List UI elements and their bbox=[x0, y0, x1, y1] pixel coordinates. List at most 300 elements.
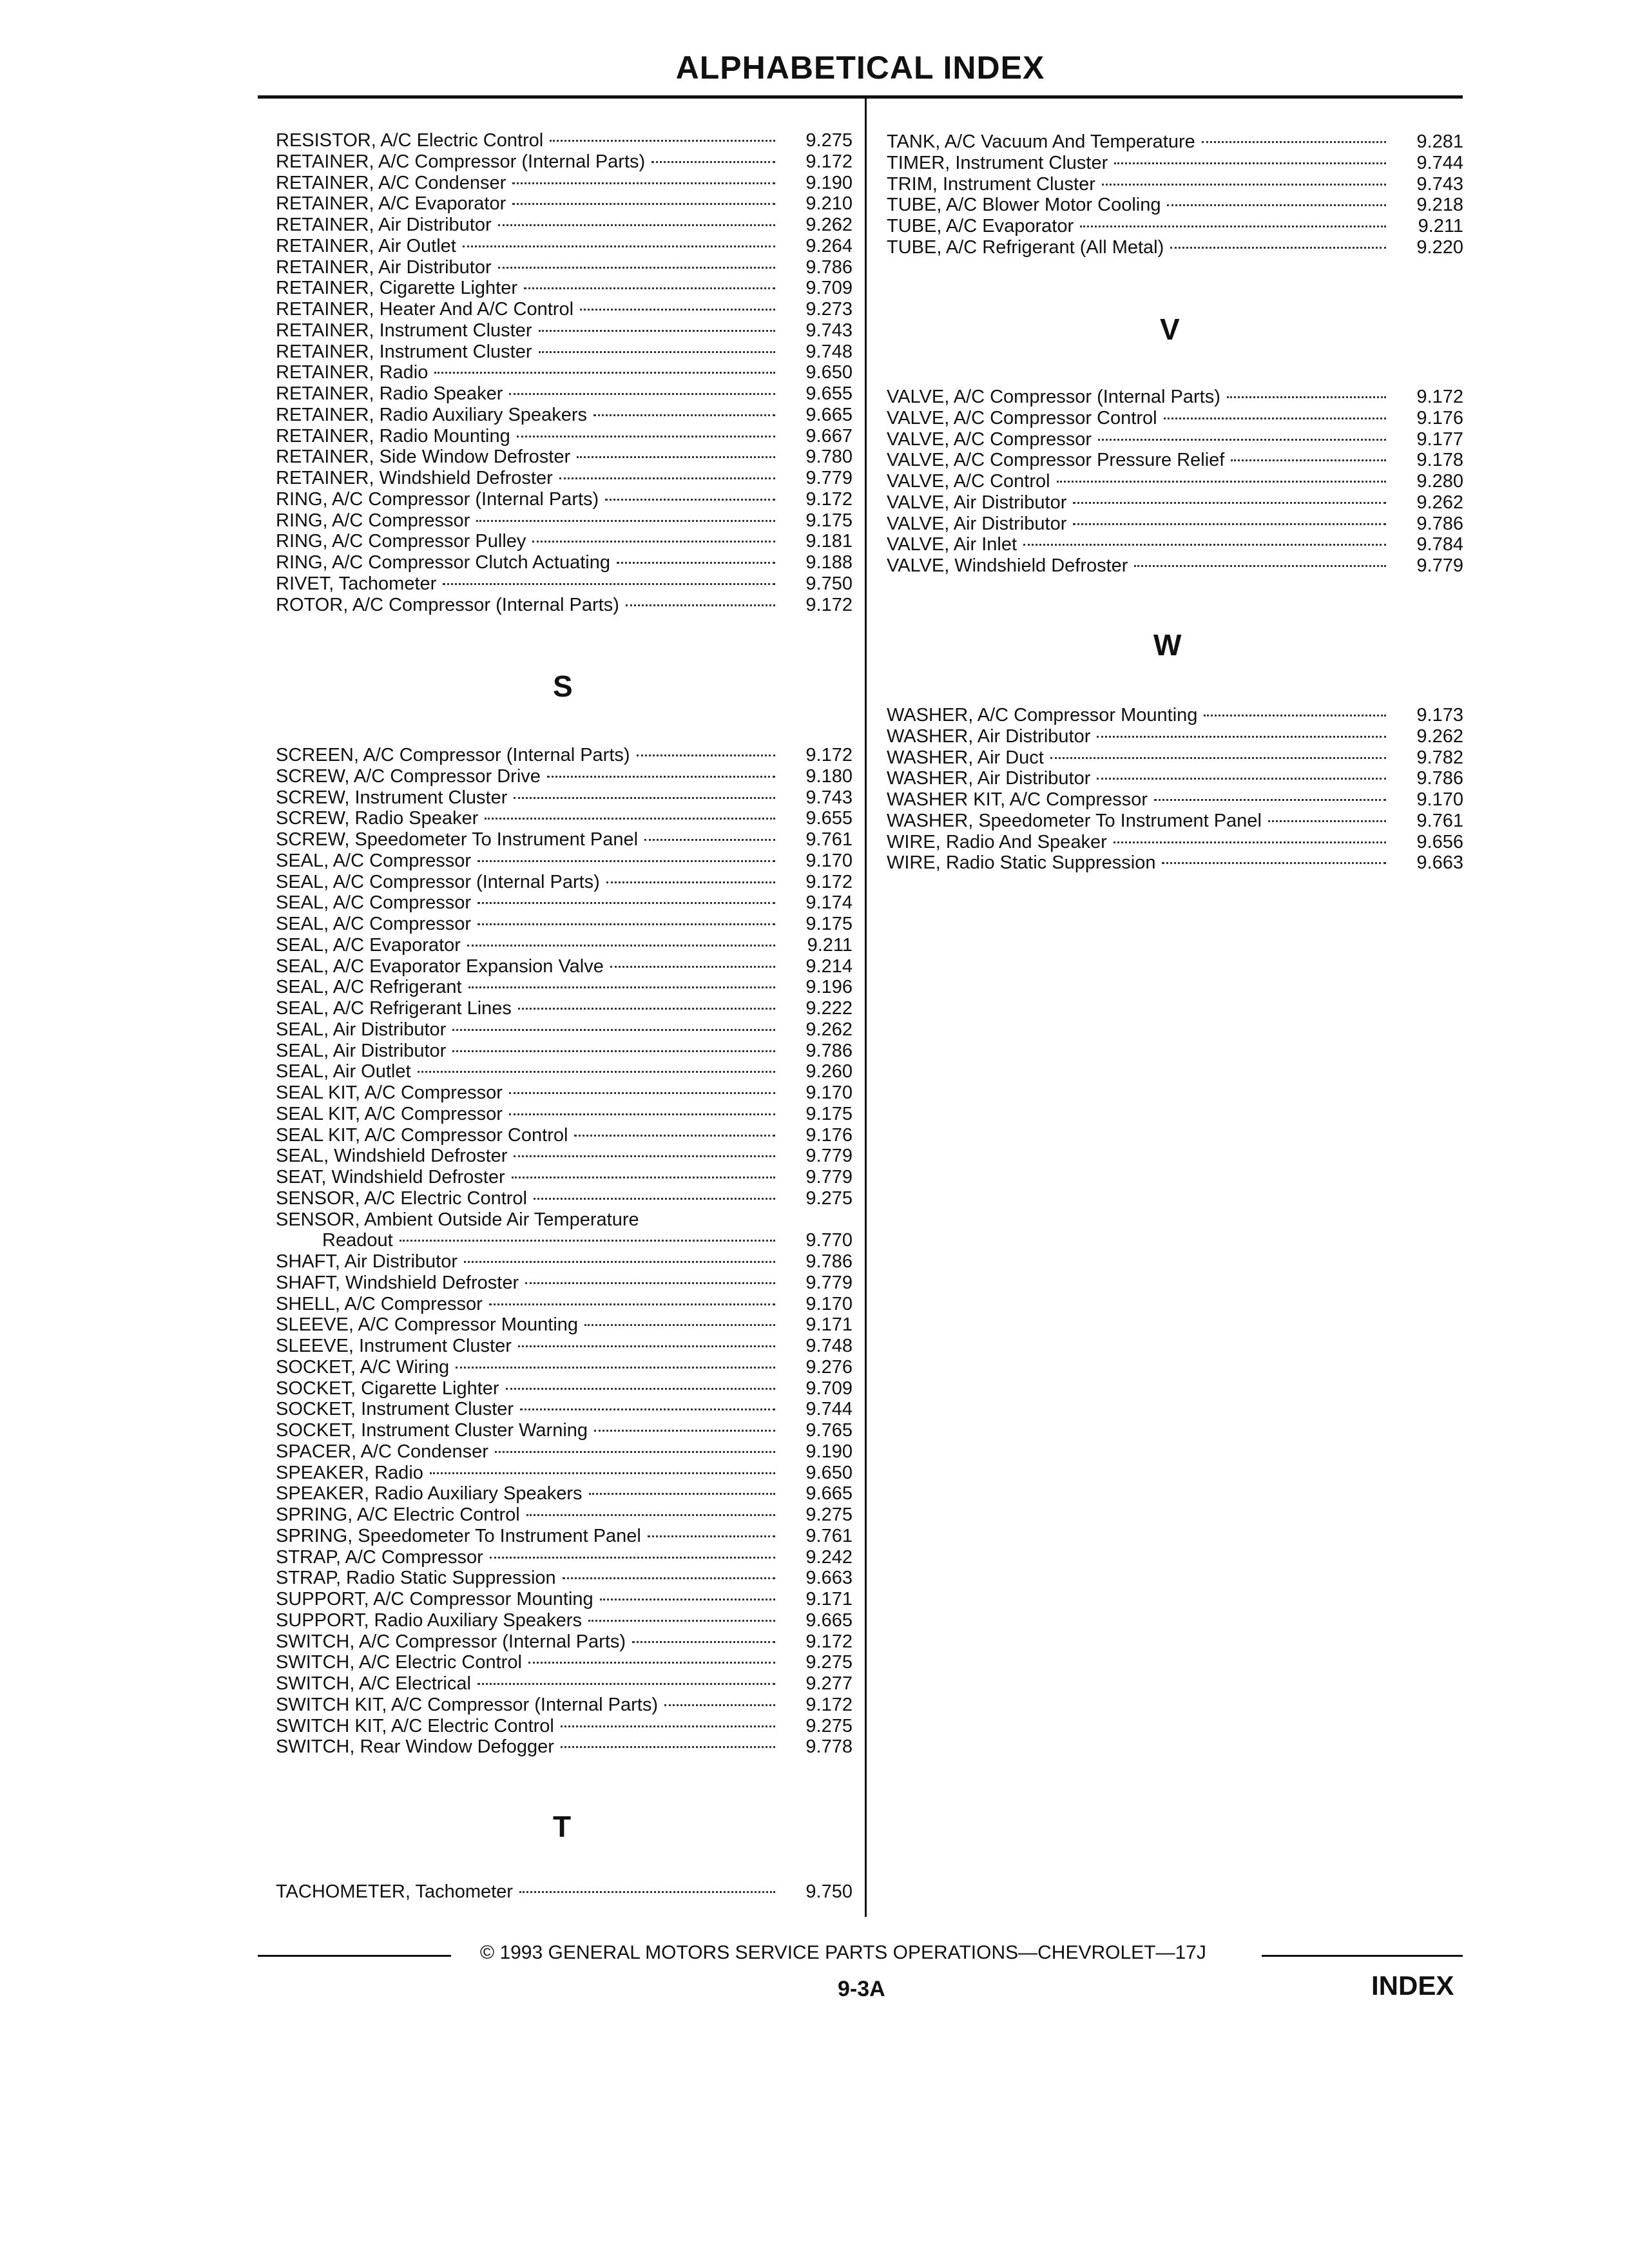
dot-leader bbox=[532, 541, 775, 543]
index-entry bbox=[887, 534, 1463, 555]
dot-leader bbox=[637, 754, 775, 756]
entry-page: 9.190 bbox=[805, 172, 853, 193]
entry-page: 9.761 bbox=[805, 829, 853, 850]
index-entry bbox=[276, 1441, 853, 1463]
index-entry bbox=[276, 829, 853, 850]
index-entry bbox=[887, 153, 1463, 174]
title-rule bbox=[258, 95, 1463, 99]
entry-page: 9.765 bbox=[805, 1420, 853, 1441]
dot-leader bbox=[1023, 544, 1386, 546]
entry-page: 9.178 bbox=[1416, 450, 1463, 471]
dot-leader bbox=[514, 1155, 775, 1157]
index-entry bbox=[887, 408, 1463, 429]
entry-page: 9.761 bbox=[1416, 810, 1463, 831]
entry-name: SEAL, A/C Compressor bbox=[276, 892, 471, 914]
dot-leader bbox=[1073, 523, 1386, 525]
entry-name: VALVE, Air Distributor bbox=[887, 513, 1067, 534]
entry-name: RETAINER, A/C Compressor (Internal Parts) bbox=[276, 151, 646, 172]
entry-page: 9.665 bbox=[805, 1610, 853, 1631]
entry-page: 9.665 bbox=[805, 404, 853, 425]
entry-name: SENSOR, Ambient Outside Air Temperature bbox=[276, 1209, 639, 1230]
dot-leader bbox=[518, 1345, 775, 1347]
index-entry bbox=[887, 811, 1463, 832]
index-entry bbox=[276, 1589, 853, 1610]
entry-name: SPRING, Speedometer To Instrument Panel bbox=[276, 1525, 641, 1546]
entry-page: 9.744 bbox=[805, 1399, 853, 1420]
dot-leader bbox=[467, 945, 775, 947]
index-entry bbox=[276, 1104, 853, 1125]
dot-leader bbox=[477, 923, 775, 925]
dot-leader bbox=[524, 287, 775, 289]
entry-page: 9.262 bbox=[805, 1019, 853, 1040]
entry-name: RETAINER, Air Outlet bbox=[276, 235, 456, 256]
index-entry bbox=[276, 1483, 853, 1504]
entry-name: SWITCH KIT, A/C Compressor (Internal Parts) bbox=[276, 1694, 659, 1715]
entry-name: SPACER, A/C Condenser bbox=[276, 1441, 488, 1462]
entry-page: 9.667 bbox=[805, 425, 853, 447]
index-entry bbox=[887, 789, 1463, 811]
entry-name: SWITCH, A/C Compressor (Internal Parts) bbox=[276, 1631, 626, 1652]
entry-page: 9.750 bbox=[805, 573, 853, 594]
index-entry bbox=[276, 320, 853, 341]
entry-name: SEAL, A/C Evaporator Expansion Valve bbox=[276, 956, 604, 977]
entry-name: WASHER, Speedometer To Instrument Panel bbox=[887, 810, 1262, 831]
index-entry bbox=[276, 278, 853, 299]
dot-leader bbox=[1134, 565, 1386, 567]
index-entry bbox=[276, 914, 853, 935]
entry-name: WASHER, Air Distributor bbox=[887, 768, 1091, 789]
entry-page: 9.220 bbox=[1416, 236, 1463, 258]
entry-name: WIRE, Radio And Speaker bbox=[887, 831, 1107, 852]
dot-leader bbox=[580, 309, 775, 311]
dot-leader bbox=[452, 1029, 775, 1031]
index-entry bbox=[276, 892, 853, 914]
index-entry bbox=[276, 573, 853, 595]
dot-leader bbox=[468, 986, 775, 988]
index-entry bbox=[276, 1652, 853, 1673]
dot-leader bbox=[651, 161, 775, 163]
index-entry bbox=[276, 383, 853, 405]
dot-leader bbox=[506, 1388, 775, 1390]
index-entry bbox=[887, 237, 1463, 258]
index-entry bbox=[276, 1230, 853, 1251]
entry-name: RETAINER, Side Window Defroster bbox=[276, 447, 571, 468]
dot-leader bbox=[593, 414, 775, 416]
entry-name: SCREW, Instrument Cluster bbox=[276, 787, 508, 808]
entry-page: 9.214 bbox=[805, 956, 853, 977]
entry-page: 9.177 bbox=[1416, 428, 1463, 450]
index-entry bbox=[276, 1273, 853, 1294]
dot-leader bbox=[464, 1261, 775, 1263]
entry-name: TRIM, Instrument Cluster bbox=[887, 173, 1095, 195]
section-label: INDEX bbox=[1371, 1970, 1454, 2001]
dot-leader bbox=[495, 1451, 775, 1453]
index-entry bbox=[276, 1736, 853, 1758]
index-entry bbox=[276, 1294, 853, 1315]
index-entry bbox=[276, 766, 853, 787]
index-entry bbox=[887, 555, 1463, 577]
index-entry bbox=[276, 1251, 853, 1273]
section-letter-v: V bbox=[1160, 312, 1180, 346]
index-entry bbox=[276, 1146, 853, 1167]
entry-page: 9.709 bbox=[805, 278, 853, 299]
entry-page: 9.170 bbox=[1416, 789, 1463, 810]
entry-name: WASHER KIT, A/C Compressor bbox=[887, 789, 1148, 810]
page-title: ALPHABETICAL INDEX bbox=[675, 50, 1045, 86]
index-entry bbox=[887, 726, 1463, 747]
dot-leader bbox=[498, 267, 775, 269]
entry-name: SWITCH KIT, A/C Electric Control bbox=[276, 1715, 554, 1736]
index-entry bbox=[887, 131, 1463, 153]
entry-name: VALVE, A/C Compressor Pressure Relief bbox=[887, 450, 1225, 471]
index-entry bbox=[276, 1420, 853, 1441]
index-entry bbox=[887, 852, 1463, 874]
index-entry bbox=[276, 151, 853, 173]
entry-name: WASHER, Air Duct bbox=[887, 747, 1044, 768]
page-number: 9-3A bbox=[838, 1977, 885, 2001]
dot-leader bbox=[509, 1092, 775, 1094]
entry-page: 9.663 bbox=[1416, 852, 1463, 874]
entry-page: 9.744 bbox=[1416, 152, 1463, 173]
dot-leader bbox=[1114, 162, 1386, 164]
entry-page: 9.174 bbox=[805, 892, 853, 914]
dot-leader bbox=[477, 902, 775, 904]
entry-page: 9.172 bbox=[805, 871, 853, 892]
dot-leader bbox=[525, 1282, 775, 1284]
entry-page: 9.188 bbox=[805, 552, 853, 573]
index-entry bbox=[276, 977, 853, 998]
entry-name: SEAL KIT, A/C Compressor bbox=[276, 1103, 503, 1124]
index-entry bbox=[276, 787, 853, 809]
entry-page: 9.172 bbox=[805, 745, 853, 765]
footer-copyright: © 1993 GENERAL MOTORS SERVICE PARTS OPERATIONS—CHEVROLET—17J bbox=[480, 1942, 1206, 1963]
entry-page: 9.655 bbox=[805, 808, 853, 829]
entry-name: RETAINER, Radio Auxiliary Speakers bbox=[276, 404, 587, 425]
entry-name: SCREW, Speedometer To Instrument Panel bbox=[276, 829, 639, 850]
entry-name: SEAL, A/C Compressor bbox=[276, 914, 471, 934]
dot-leader bbox=[577, 456, 775, 458]
entry-name: SEAL, A/C Evaporator bbox=[276, 934, 461, 956]
entry-name: RETAINER, Instrument Cluster bbox=[276, 341, 532, 362]
dot-leader bbox=[476, 520, 775, 522]
dot-leader bbox=[518, 1008, 775, 1010]
dot-leader bbox=[589, 1493, 776, 1495]
entry-page: 9.218 bbox=[1416, 195, 1463, 216]
dot-leader bbox=[434, 372, 775, 374]
entry-name: SEAL, Air Outlet bbox=[276, 1061, 411, 1082]
dot-leader bbox=[520, 1408, 775, 1410]
entry-page: 9.650 bbox=[805, 362, 853, 383]
dot-leader bbox=[610, 966, 775, 968]
entry-name: VALVE, Windshield Defroster bbox=[887, 555, 1128, 576]
index-entry bbox=[276, 595, 853, 616]
entry-page: 9.782 bbox=[1416, 747, 1463, 768]
dot-leader bbox=[1097, 778, 1386, 780]
dot-leader bbox=[489, 1303, 775, 1305]
entry-name: SWITCH, Rear Window Defogger bbox=[276, 1736, 554, 1758]
index-entry bbox=[276, 1547, 853, 1568]
index-entry bbox=[887, 768, 1463, 789]
entry-page: 9.210 bbox=[805, 193, 853, 215]
entry-name: RETAINER, Air Distributor bbox=[276, 215, 492, 235]
entry-name: SWITCH, A/C Electrical bbox=[276, 1673, 471, 1694]
entry-name: SOCKET, Instrument Cluster bbox=[276, 1399, 514, 1420]
index-entry bbox=[276, 1041, 853, 1062]
index-entry bbox=[276, 1209, 853, 1231]
index-entry bbox=[276, 1881, 853, 1903]
index-entry bbox=[276, 193, 853, 215]
index-entry bbox=[887, 832, 1463, 853]
entry-page: 9.171 bbox=[805, 1314, 853, 1336]
dot-leader bbox=[477, 860, 775, 862]
dot-leader bbox=[1268, 820, 1386, 822]
dot-leader bbox=[563, 1577, 775, 1579]
section-letter-w: W bbox=[1153, 628, 1182, 662]
entry-name: SHAFT, Air Distributor bbox=[276, 1251, 458, 1272]
entry-page: 9.171 bbox=[805, 1589, 853, 1610]
entry-name: SOCKET, A/C Wiring bbox=[276, 1356, 450, 1378]
entry-name: RETAINER, Cigarette Lighter bbox=[276, 278, 517, 299]
index-entry bbox=[276, 130, 853, 151]
entry-name: TUBE, A/C Evaporator bbox=[887, 216, 1074, 236]
index-entry bbox=[276, 1673, 853, 1695]
entry-page: 9.779 bbox=[805, 1272, 853, 1293]
entry-name: SCREW, Radio Speaker bbox=[276, 808, 479, 829]
entry-page: 9.172 bbox=[805, 488, 853, 510]
dot-leader bbox=[430, 1472, 775, 1474]
index-entry bbox=[276, 1019, 853, 1041]
dot-leader bbox=[485, 818, 775, 820]
entry-page: 9.172 bbox=[805, 1694, 853, 1715]
entry-page: 9.211 bbox=[807, 934, 853, 956]
entry-name: SEAL, A/C Compressor bbox=[276, 850, 471, 871]
index-entry bbox=[276, 1061, 853, 1082]
entry-name: VALVE, Air Distributor bbox=[887, 492, 1067, 513]
entry-page: 9.196 bbox=[805, 977, 853, 998]
index-entry bbox=[276, 1314, 853, 1336]
entry-name: SEAL, Air Distributor bbox=[276, 1040, 447, 1061]
index-entry bbox=[887, 514, 1463, 535]
entry-name: WASHER, Air Distributor bbox=[887, 726, 1091, 747]
entry-name: STRAP, Radio Static Suppression bbox=[276, 1568, 556, 1589]
entry-page: 9.242 bbox=[805, 1546, 853, 1568]
dot-leader bbox=[490, 1557, 775, 1559]
entry-name: WIRE, Radio Static Suppression bbox=[887, 852, 1156, 874]
index-entry bbox=[276, 872, 853, 893]
index-entry bbox=[276, 341, 853, 363]
entry-name: RETAINER, Heater And A/C Control bbox=[276, 299, 574, 320]
dot-leader bbox=[1102, 184, 1386, 186]
index-entry bbox=[276, 1188, 853, 1209]
entry-name: RETAINER, A/C Condenser bbox=[276, 172, 506, 193]
entry-page: 9.786 bbox=[805, 1040, 853, 1061]
dot-leader bbox=[1162, 862, 1386, 864]
entry-page: 9.260 bbox=[805, 1061, 853, 1082]
index-entry bbox=[887, 387, 1463, 408]
entry-page: 9.175 bbox=[805, 914, 853, 934]
entry-page: 9.275 bbox=[805, 1187, 853, 1209]
entry-name: TUBE, A/C Blower Motor Cooling bbox=[887, 195, 1161, 216]
entry-page: 9.170 bbox=[805, 1082, 853, 1103]
index-entry bbox=[276, 531, 853, 552]
dot-leader bbox=[517, 436, 775, 437]
dot-leader bbox=[550, 140, 775, 142]
entry-page: 9.181 bbox=[805, 531, 853, 552]
column-divider bbox=[865, 97, 867, 1917]
entry-name: VALVE, A/C Compressor bbox=[887, 428, 1092, 450]
entry-page: 9.277 bbox=[805, 1673, 853, 1694]
index-entry bbox=[276, 552, 853, 573]
dot-leader bbox=[512, 203, 775, 205]
index-entry bbox=[276, 468, 853, 489]
entry-name: TACHOMETER, Tachometer bbox=[276, 1881, 513, 1902]
entry-page: 9.786 bbox=[805, 256, 853, 278]
index-entry bbox=[887, 195, 1463, 216]
index-entry bbox=[276, 1504, 853, 1526]
entry-page: 9.222 bbox=[805, 998, 853, 1019]
entry-name: SLEEVE, A/C Compressor Mounting bbox=[276, 1314, 579, 1336]
entry-page: 9.262 bbox=[1416, 492, 1463, 513]
entry-name: VALVE, A/C Control bbox=[887, 471, 1050, 492]
dot-leader bbox=[1098, 439, 1386, 441]
entry-name: RING, A/C Compressor (Internal Parts) bbox=[276, 488, 599, 510]
entry-name: SEAL, Air Distributor bbox=[276, 1019, 447, 1040]
index-entry bbox=[276, 1463, 853, 1484]
index-entry bbox=[276, 1336, 853, 1357]
entry-name: RETAINER, Radio Mounting bbox=[276, 425, 510, 447]
entry-page: 9.748 bbox=[805, 341, 853, 362]
entry-page: 9.176 bbox=[1416, 407, 1463, 428]
dot-leader bbox=[443, 583, 775, 585]
entry-name: RETAINER, Instrument Cluster bbox=[276, 320, 532, 341]
entry-name: SWITCH, A/C Electric Control bbox=[276, 1652, 522, 1673]
index-entry bbox=[887, 174, 1463, 195]
entry-page: 9.779 bbox=[805, 468, 853, 488]
dot-leader bbox=[539, 330, 775, 332]
entry-name: SPRING, A/C Electric Control bbox=[276, 1504, 520, 1525]
index-entry bbox=[276, 257, 853, 278]
dot-leader bbox=[1073, 502, 1386, 504]
index-entry bbox=[276, 745, 853, 766]
index-entry bbox=[276, 362, 853, 383]
dot-leader bbox=[1204, 715, 1386, 716]
entry-page: 9.175 bbox=[805, 510, 853, 531]
section-letter-s: S bbox=[553, 669, 573, 703]
index-entry bbox=[887, 705, 1463, 726]
dot-leader bbox=[1167, 204, 1386, 206]
entry-page: 9.275 bbox=[805, 130, 853, 151]
dot-leader bbox=[664, 1704, 775, 1706]
index-entry bbox=[276, 426, 853, 447]
footer-rule-right bbox=[1262, 1955, 1463, 1957]
dot-leader bbox=[400, 1240, 775, 1242]
entry-page: 9.264 bbox=[805, 235, 853, 256]
dot-leader bbox=[594, 1430, 775, 1432]
entry-name: RESISTOR, A/C Electric Control bbox=[276, 130, 544, 151]
entry-name: TUBE, A/C Refrigerant (All Metal) bbox=[887, 236, 1164, 258]
entry-page: 9.170 bbox=[805, 850, 853, 871]
dot-leader bbox=[561, 1746, 775, 1748]
dot-leader bbox=[514, 797, 775, 799]
dot-leader bbox=[644, 839, 775, 841]
entry-name: SEAL, A/C Compressor (Internal Parts) bbox=[276, 871, 600, 892]
entry-name: RETAINER, Radio bbox=[276, 362, 429, 383]
dot-leader bbox=[561, 1725, 775, 1727]
dot-leader bbox=[498, 224, 775, 226]
entry-page: 9.172 bbox=[805, 594, 853, 615]
entry-page: 9.779 bbox=[1416, 555, 1463, 576]
entry-name: VALVE, A/C Compressor (Internal Parts) bbox=[887, 387, 1220, 407]
index-entry bbox=[276, 215, 853, 236]
index-entry bbox=[276, 489, 853, 510]
dot-leader bbox=[1097, 736, 1386, 738]
entry-page: 9.665 bbox=[805, 1483, 853, 1504]
dot-leader bbox=[1057, 481, 1386, 483]
entry-page: 9.175 bbox=[805, 1103, 853, 1124]
entry-page: 9.750 bbox=[805, 1881, 853, 1902]
entry-page: 9.273 bbox=[805, 299, 853, 320]
dot-leader bbox=[632, 1641, 775, 1643]
entry-page: 9.743 bbox=[1416, 173, 1463, 195]
footer-rule-left bbox=[258, 1955, 451, 1957]
index-entry bbox=[276, 299, 853, 320]
entry-page: 9.784 bbox=[1416, 534, 1463, 555]
dot-leader bbox=[1202, 141, 1386, 143]
entry-page: 9.262 bbox=[1416, 726, 1463, 747]
entry-page: 9.780 bbox=[805, 447, 853, 468]
entry-page: 9.176 bbox=[805, 1124, 853, 1146]
entry-page: 9.172 bbox=[805, 1631, 853, 1652]
index-entry bbox=[887, 450, 1463, 471]
index-entry bbox=[276, 1082, 853, 1104]
entry-page: 9.650 bbox=[805, 1462, 853, 1483]
index-entry bbox=[276, 1695, 853, 1716]
dot-leader bbox=[477, 1683, 775, 1685]
dot-leader bbox=[1080, 226, 1386, 227]
entry-page: 9.761 bbox=[805, 1525, 853, 1546]
dot-leader bbox=[547, 776, 775, 778]
entry-page: 9.779 bbox=[805, 1146, 853, 1167]
entry-name: SPEAKER, Radio bbox=[276, 1462, 423, 1483]
entry-name: ROTOR, A/C Compressor (Internal Parts) bbox=[276, 594, 619, 615]
index-entry bbox=[276, 1378, 853, 1399]
entry-name: SEAL KIT, A/C Compressor bbox=[276, 1082, 503, 1103]
entry-name: SCREW, A/C Compressor Drive bbox=[276, 765, 541, 787]
entry-page: 9.786 bbox=[805, 1251, 853, 1272]
dot-leader bbox=[574, 1135, 775, 1137]
entry-name: SEAL, A/C Refrigerant Lines bbox=[276, 998, 512, 1019]
entry-page: 9.786 bbox=[1416, 513, 1463, 534]
entry-name: SLEEVE, Instrument Cluster bbox=[276, 1336, 512, 1356]
dot-leader bbox=[463, 245, 775, 247]
entry-name: SEAL, A/C Refrigerant bbox=[276, 977, 462, 998]
entry-name: SHAFT, Windshield Defroster bbox=[276, 1272, 519, 1293]
index-entry bbox=[276, 935, 853, 956]
entry-name: SEAL, Windshield Defroster bbox=[276, 1146, 508, 1167]
dot-leader bbox=[648, 1535, 775, 1537]
entry-name: STRAP, A/C Compressor bbox=[276, 1546, 483, 1568]
entry-page: 9.655 bbox=[805, 383, 853, 404]
index-entry bbox=[276, 510, 853, 532]
entry-page: 9.778 bbox=[805, 1736, 853, 1758]
dot-leader bbox=[456, 1367, 775, 1369]
index-entry bbox=[276, 850, 853, 872]
dot-leader bbox=[512, 182, 775, 184]
entry-name: RETAINER, Air Distributor bbox=[276, 256, 492, 278]
index-entry bbox=[276, 956, 853, 977]
entry-page: 9.743 bbox=[805, 787, 853, 808]
entry-name: WASHER, A/C Compressor Mounting bbox=[887, 705, 1198, 726]
